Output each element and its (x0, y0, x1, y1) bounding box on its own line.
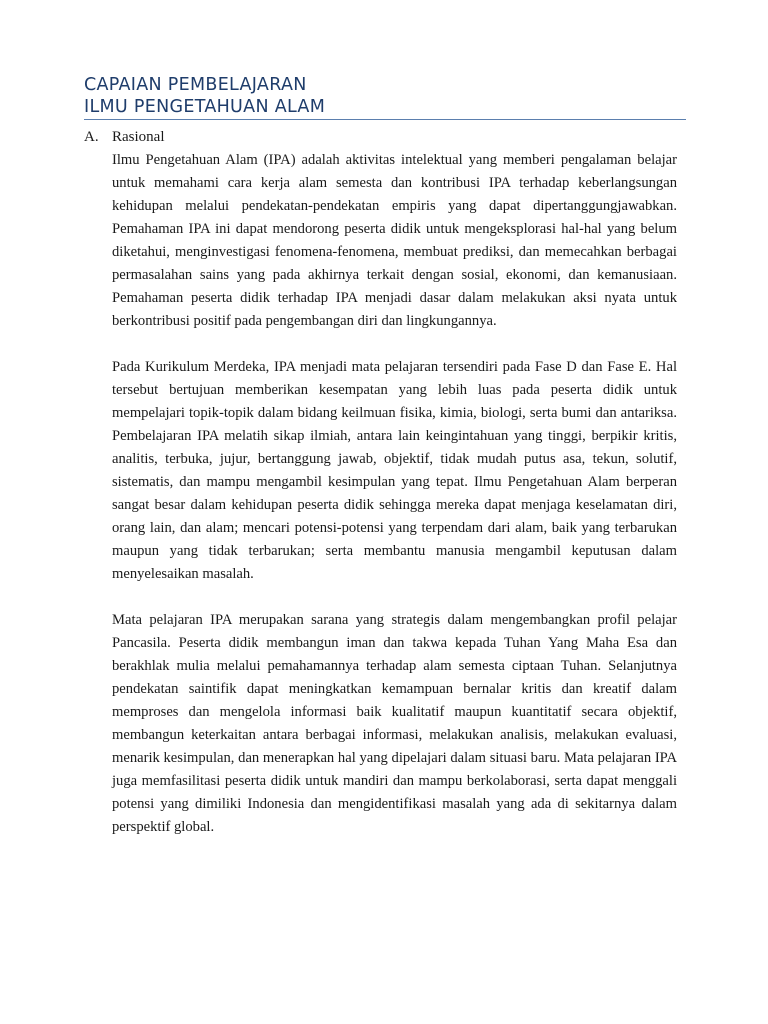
paragraph-3: Mata pelajaran IPA merupakan sarana yang strategis dalam mengembangkan profil pelajar Pancasila. Peserta didik membangun iman dan takwa kepada Tuhan Yang Maha Esa dan berakhlak mulia melalui pemahamannya terhadap alam semesta ciptaan Tuhan. Selanjutnya pendekatan saintifik dapat meningkatkan kemampuan bernalar kritis dan kreatif dalam memproses dan mengelola informasi baik kualitatif maupun kuantitatif secara objektif, membangun keterkaitan antara berbagai informasi, melakukan analisis, melakukan evaluasi, menarik kesimpulan, dan menerapkan hal yang dipelajari dalam situasi baru. Mata pelajaran IPA juga memfasilitasi peserta didik untuk mandiri dan mampu berkolaborasi, serta dapat menggali potensi yang dimiliki Indonesia dan mengidentifikasi masalah yang ada di sekitarnya dalam perspektif global. (112, 612, 677, 835)
paragraph-2: Pada Kurikulum Merdeka, IPA menjadi mata pelajaran tersendiri pada Fase D dan Fase E. Hal tersebut bertujuan memberikan kesempatan yang lebih luas pada peserta didik untuk mempelajari topik-topik dalam bidang keilmuan fisika, kimia, biologi, serta bumi dan antariksa. Pembelajaran IPA melatih sikap ilmiah, antara lain keingintahuan yang tinggi, berpikir kritis, analitis, terbuka, jujur, bertanggung jawab, objektif, tidak mudah putus asa, tekun, solutif, sistematis, dan mampu mengambil kesimpulan yang tepat. Ilmu Pengetahuan Alam berperan sangat besar dalam kehidupan peserta didik sehingga mereka dapat menjaga keselamatan diri, orang lain, dan alam; mencari potensi-potensi yang terpendam dari alam, baik yang terbarukan maupun yang tidak terbarukan; serta membantu manusia mengambil keputusan dalam menyelesaikan masalah. (112, 359, 677, 582)
title-line-1: CAPAIAN PEMBELAJARAN (84, 75, 307, 95)
paragraph-1: Ilmu Pengetahuan Alam (IPA) adalah aktivitas intelektual yang memberi pengalaman belajar untuk memahami cara kerja alam semesta dan kontribusi IPA terhadap keberlangsungan kehidupan melalui pendekatan-pendekatan empiris yang dapat dipertanggungjawabkan. Pemahaman IPA ini dapat mendorong peserta didik untuk mengeksplorasi hal-hal yang belum diketahui, menginvestigasi fenomena-fenomena, membuat prediksi, dan memecahkan berbagai permasalahan sains yang pada akhirnya terkait dengan sosial, ekonomi, dan kemanusiaan. Pemahaman peserta didik terhadap IPA menjadi dasar dalam melakukan aksi nyata untuk berkontribusi positif pada pengembangan diri dan lingkungannya. (112, 152, 677, 329)
document-title (84, 74, 686, 118)
title-line-2: ILMU PENGETAHUAN ALAM (84, 97, 326, 117)
section-heading (84, 127, 165, 147)
section-title: Rasional (112, 129, 165, 145)
title-divider (84, 119, 686, 120)
section-letter: A. (84, 129, 99, 145)
section-body (112, 149, 677, 839)
